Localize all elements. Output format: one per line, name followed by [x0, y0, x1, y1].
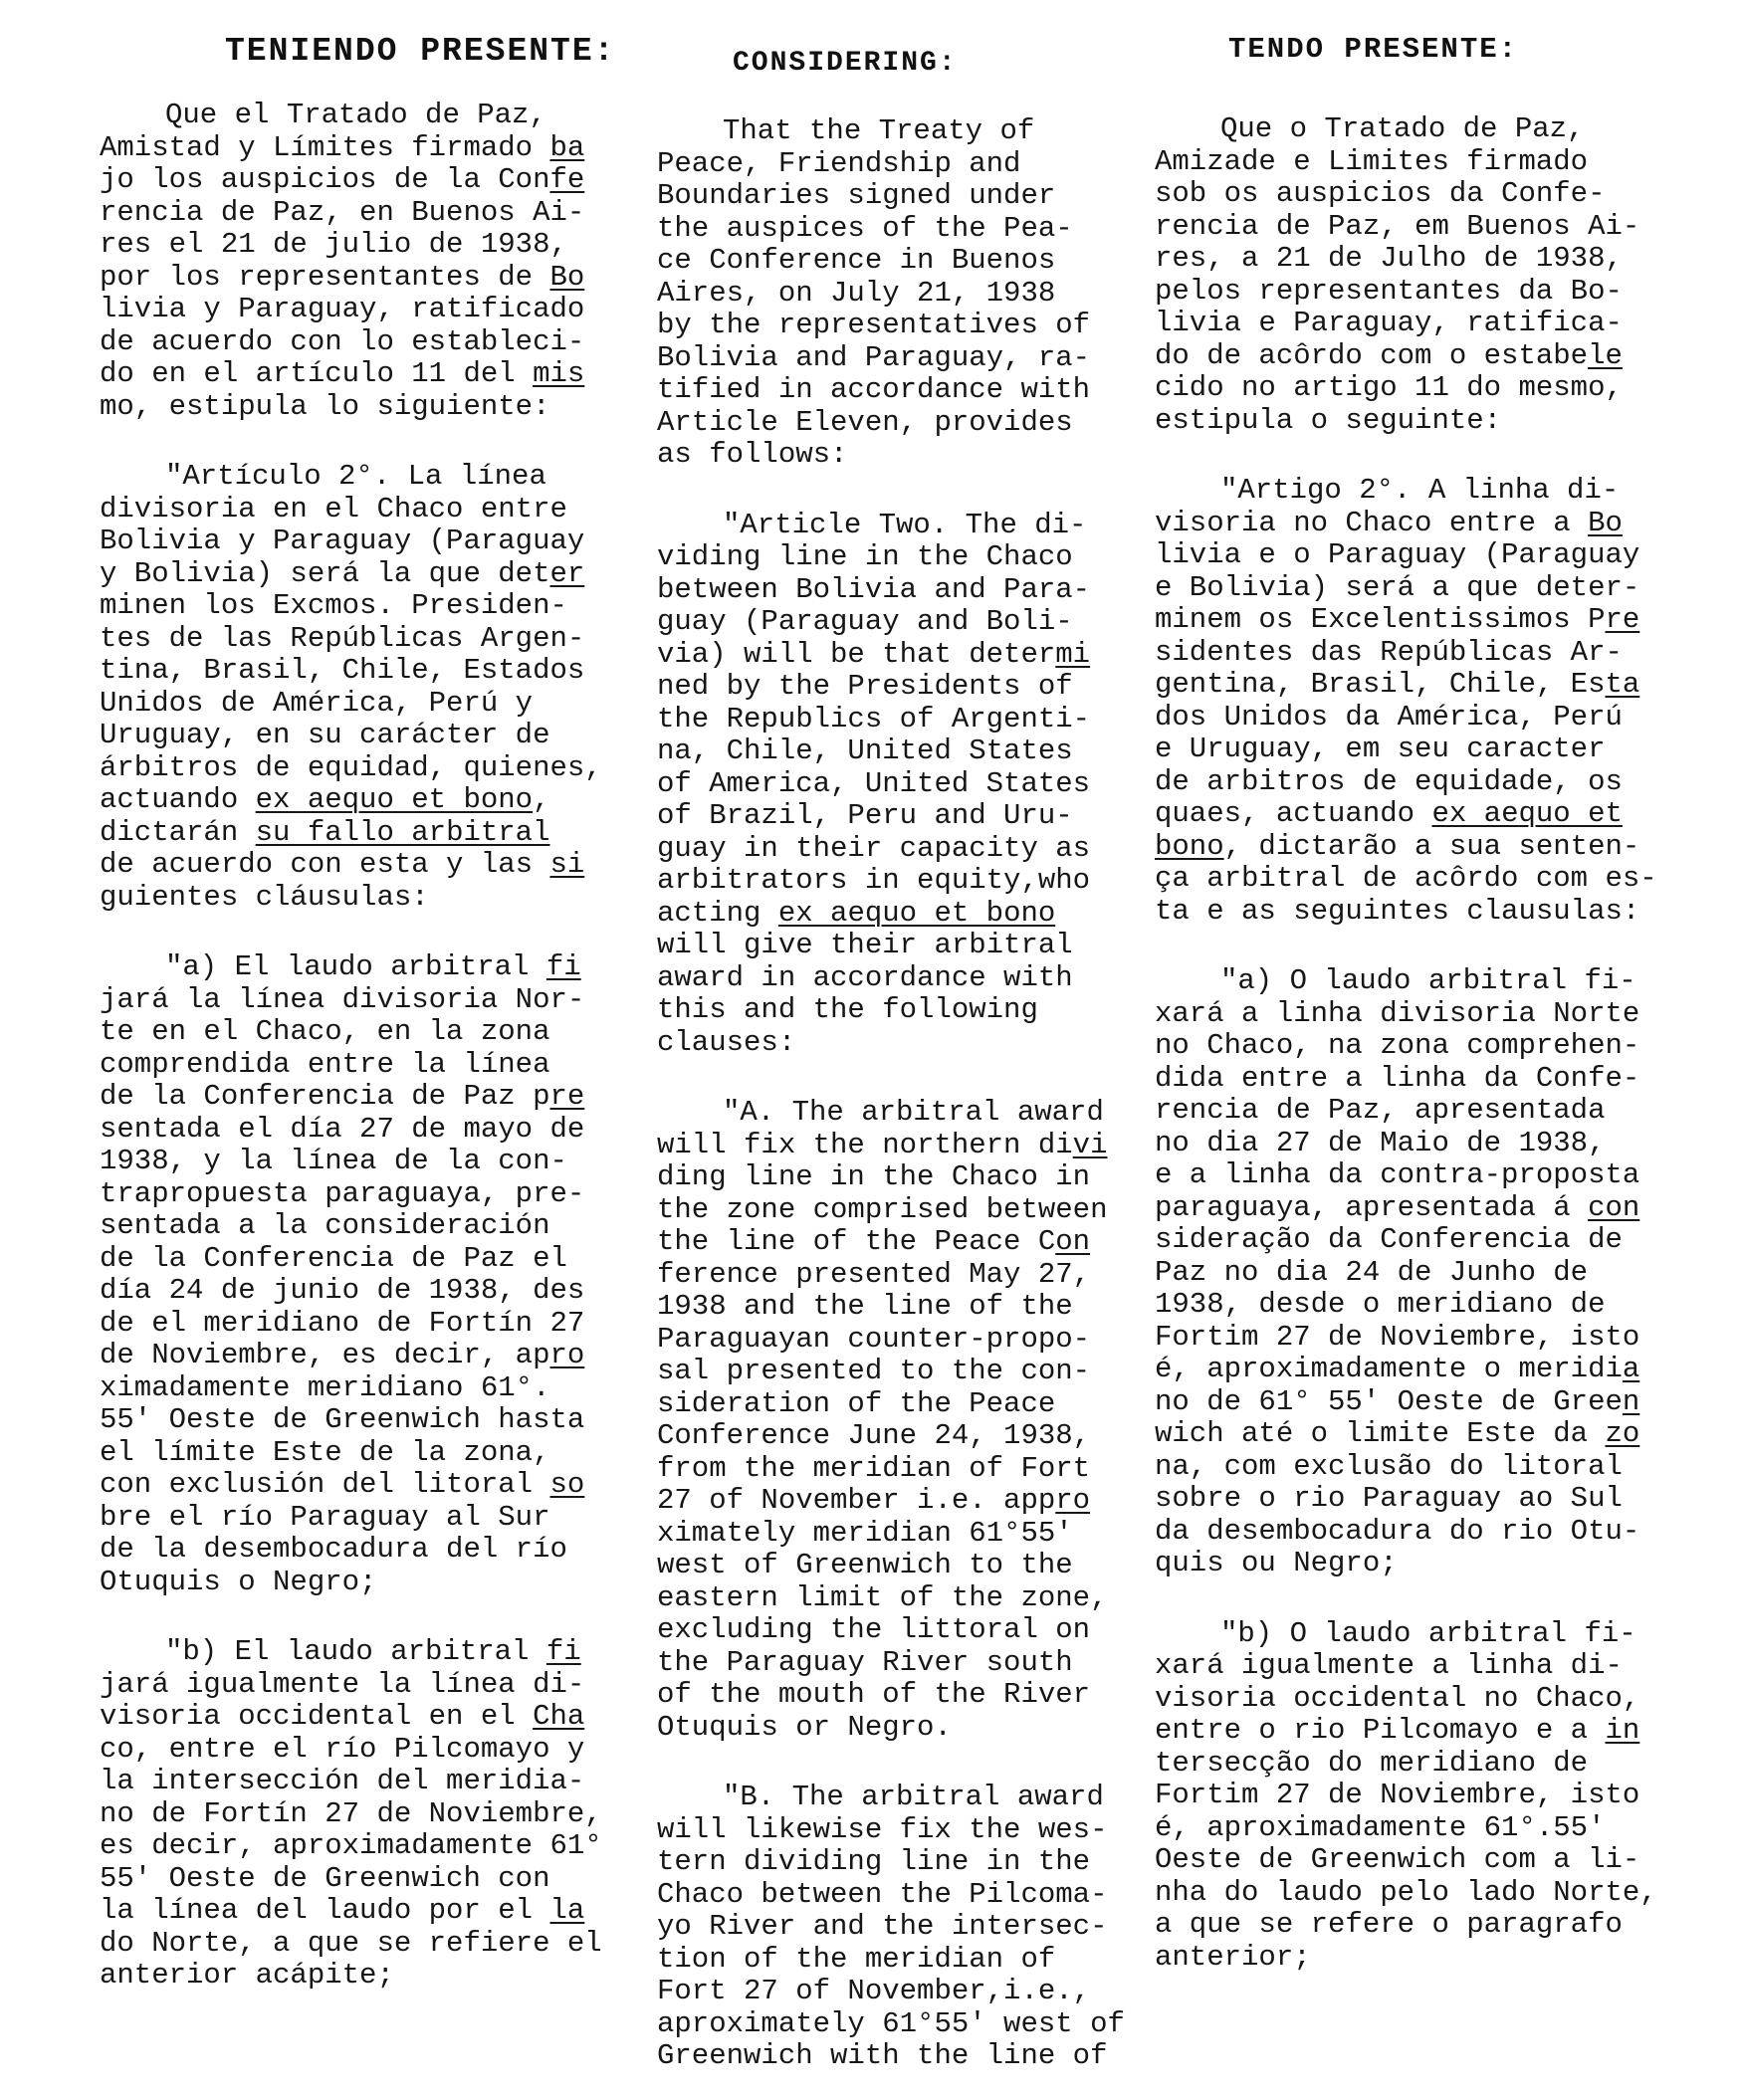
- paragraph: "b) O laudo arbitral fi- xará igualmente a linha di- visoria occidental no Chaco, entre o rio Pilcomayo e a in tersecção do meridiano de Fortim 27 de Noviembre, isto é, aproximadamente 61°.55' Oeste de Greenwich com a li- nha do laudo pelo lado Norte, a que se refere o paragrafo anterior;: [1155, 1616, 1657, 1974]
- paragraph: "a) El laudo arbitral fi jará la línea divisoria Nor- te en el Chaco, en la zona comprendida entre la línea de la Conferencia de Paz pre sentada el día 27 de mayo de 1938, y la línea de la con- trapropuesta paraguaya, pre- sentada a la consideración de la Conferencia de Paz el día 24 de junio de 1938, des de el meridiano de Fortín 27 de Noviembre, es decir, apro ximadamente meridiano 61°. 55' Oeste de Greenwich hasta el límite Este de la zona, con exclusión del litoral so bre el río Paraguay al Sur de la desembocadura del río Otuquis o Negro;: [100, 950, 585, 1598]
- column-english-body: [657, 115, 1133, 2073]
- paragraph: "Article Two. The di- viding line in the Chaco between Bolivia and Para- guay (Paraguay and Boli- via) will be that determi ned by the Presidents of the Republics of Argenti- na, Chile, United States of America, United States of Brazil, Peru and Uru- guay in their capacity as arbitrators in equity,who acting ex aequo et bono will give their arbitral award in accordance with this and the following clauses:: [657, 508, 1091, 1059]
- paragraph: Que el Tratado de Paz, Amistad y Límites firmado ba jo los auspicios de la Confe rencia de Paz, en Buenos Ai- res el 21 de julio de 1938, por los representantes de Bo livia y Paraguay, ratificado de acuerdo con lo estableci- do en el artículo 11 del mis mo, estipula lo siguiente:: [100, 99, 585, 423]
- paragraph: "b) El laudo arbitral fi jará igualmente la línea di- visoria occidental en el Cha co, entre el río Pilcomayo y la intersección del meridia- no de Fortín 27 de Noviembre, es decir, aproximadamente 61° 55' Oeste de Greenwich con la línea del laudo por el la do Norte, a que se refiere el anterior acápite;: [100, 1635, 602, 1992]
- column-portuguese: [1155, 0, 1682, 2011]
- column-portuguese-title: TENDO PRESENTE:: [1228, 33, 1519, 66]
- paragraph: "Artigo 2°. A linha di- visoria no Chaco entre a Bo livia e o Paraguay (Paraguay e Bolivia) será a que deter- minem os Excelentissimos Pre sidentes das Repúblicas Ar- gentina, Brasil, Chile, Esta dos Unidos da América, Perú e Uruguay, em seu caracter de arbitros de equidade, os quaes, actuando ex aequo et bono, dictarão a sua senten- ça arbitral de acôrdo com es- ta e as seguintes clausulas:: [1155, 474, 1657, 928]
- paragraph: "B. The arbitral award will likewise fix the wes- tern dividing line in the Chaco between the Pilcoma- yo River and the intersec- tion of the meridian of Fort 27 of November,i.e., aproximately 61°55' west of Greenwich with the line of: [657, 1781, 1125, 2072]
- column-spanish-title: TENIENDO PRESENTE:: [225, 33, 616, 70]
- paragraph: "a) O laudo arbitral fi- xará a linha divisoria Norte no Chaco, na zona comprehen- dida entre a linha da Confe- rencia de Paz, apresentada no dia 27 de Maio de 1938, e a linha da contra-proposta paraguaya, apresentada á con sideração da Conferencia de Paz no dia 24 de Junho de 1938, desde o meridiano de Fortim 27 de Noviembre, isto é, aproximadamente o meridia no de 61° 55' Oeste de Green wich até o limite Este da zo na, com exclusão do litoral sobre o rio Paraguay ao Sul da desembocadura do rio Otu- quis ou Negro;: [1155, 964, 1640, 1579]
- column-spanish-body: [100, 100, 645, 1993]
- column-english-title: CONSIDERING:: [733, 48, 958, 79]
- column-english: [657, 0, 1133, 2100]
- paragraph: "A. The arbitral award will fix the northern divi ding line in the Chaco in the zone comprised between the line of the Peace Con ference presented May 27, 1938 and the line of the Paraguayan counter-propo- sal presented to the con- sideration of the Peace Conference June 24, 1938, from the meridian of Fort 27 of November i.e. appro ximately meridian 61°55' west of Greenwich to the eastern limit of the zone, excluding the littoral on the Paraguay River south of the mouth of the River Otuquis or Negro.: [657, 1096, 1108, 1744]
- column-spanish: [100, 0, 645, 2030]
- column-portuguese-body: [1155, 113, 1682, 1974]
- paragraph: That the Treaty of Peace, Friendship and Boundaries signed under the auspices of the Pea- ce Conference in Buenos Aires, on July 21, 1938 by the representatives of Bolivia and Paraguay, ra- tified in accordance with Article Eleven, provides as follows:: [657, 114, 1091, 471]
- paragraph: Que o Tratado de Paz, Amizade e Limites firmado sob os auspicios da Confe- rencia de Paz, em Buenos Ai- res, a 21 de Julho de 1938, pelos representantes da Bo- livia e Paraguay, ratifica- do de acôrdo com o estabele cido no artigo 11 do mesmo, estipula o seguinte:: [1155, 112, 1640, 437]
- paragraph: "Artículo 2°. La línea divisoria en el Chaco entre Bolivia y Paraguay (Paraguay y Bolivia) será la que deter minen los Excmos. Presiden- tes de las Repúblicas Argen- tina, Brasil, Chile, Estados Unidos de América, Perú y Uruguay, en su carácter de árbitros de equidad, quienes, actuando ex aequo et bono, dictarán su fallo arbitral de acuerdo con esta y las si guientes cláusulas:: [100, 460, 602, 914]
